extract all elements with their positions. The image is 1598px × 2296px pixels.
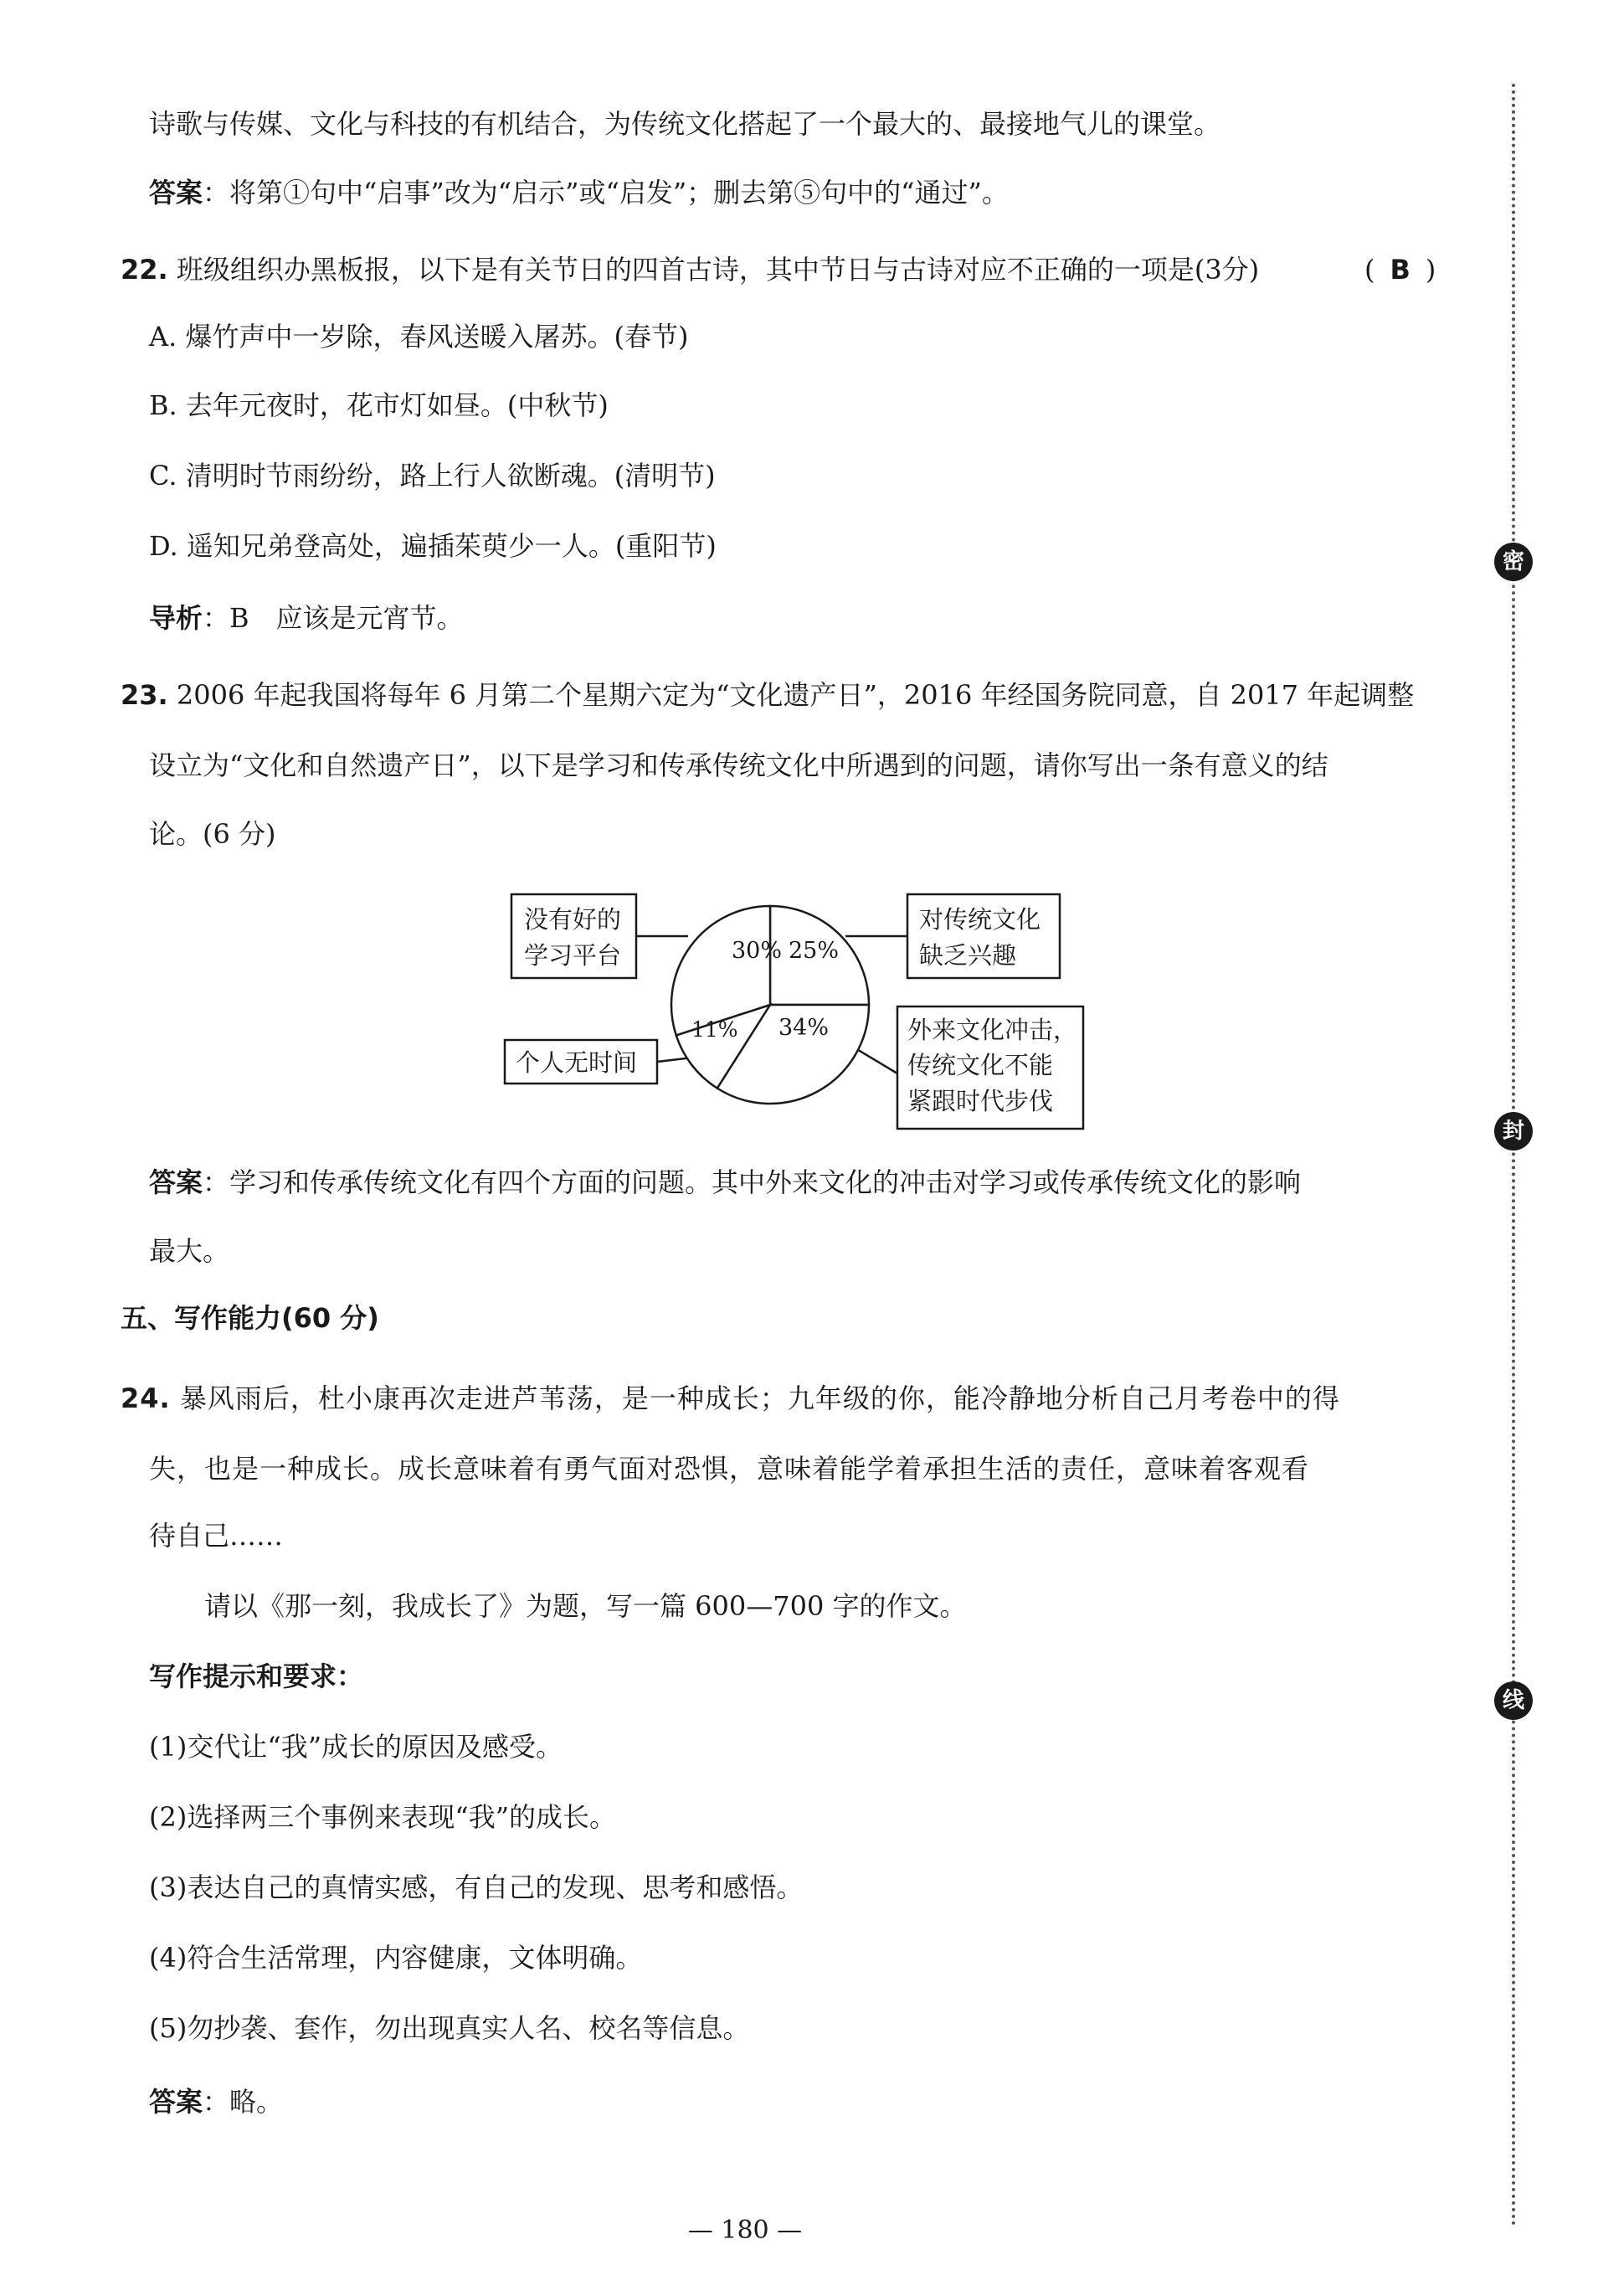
legend-label: 外来文化冲击， [907, 1016, 1078, 1044]
analysis-label: 导析 [149, 602, 203, 634]
legend-label: 传统文化不能 [907, 1051, 1054, 1079]
question-22 [121, 251, 1426, 288]
question-stem-line: 待自己…… [149, 1520, 284, 1552]
option-c: C. 清明时节雨纷纷，路上行人欲断魂。(清明节) [149, 460, 716, 492]
question-stem-line: 2006 年起我国将每年 6 月第二个星期六定为“文化遗产日”，2016 年经国务院同意，自 2017 年起调整 [176, 679, 1415, 711]
option-a: A. 爆竹声中一岁除，春风送暖入屠苏。(春节) [149, 321, 689, 353]
seal-mark-mi: 密 [1494, 543, 1533, 581]
question-24 [121, 1380, 1426, 1417]
legend-label: 缺乏兴趣 [919, 941, 1017, 970]
analysis-line [149, 600, 1455, 636]
option-b: B. 去年元夜时，花市灯如昼。(中秋节) [149, 389, 609, 421]
slice-value-label: 34% [778, 1015, 830, 1041]
legend-label: 没有好的 [524, 905, 622, 934]
answer-text: ：略。 [203, 2086, 284, 2118]
answer-line: 最大。 [149, 1235, 230, 1267]
answer-text: ：学习和传承传统文化有四个方面的问题。其中外来文化的冲击对学习或传承传统文化的影响 [203, 1166, 1302, 1198]
question-stem-line: 失，也是一种成长。成长意味着有勇气面对恐惧，意味着能学着承担生活的责任，意味着客观看 [149, 1453, 1310, 1485]
answer-bracket [1364, 251, 1436, 288]
answer-line [149, 1164, 1455, 1201]
tip-item: (3)表达自己的真情实感，有自己的发现、思考和感悟。 [149, 1871, 804, 1903]
slice-value-label: 11% [691, 1017, 738, 1042]
seal-mark-xian: 线 [1494, 1681, 1533, 1720]
writing-prompt: 请以《那一刻，我成长了》为题，写一篇 600—700 字的作文。 [204, 1590, 967, 1622]
answer-line [149, 2083, 1455, 2120]
question-number: 22. [121, 254, 168, 286]
question-stem: 班级组织办黑板报，以下是有关节日的四首古诗，其中节日与古诗对应不正确的一项是(3分) [176, 254, 1260, 286]
answer-text: ：将第①句中“启事”改为“启示”或“启发”；删去第⑤句中的“通过”。 [203, 177, 1009, 208]
answer-label: 答案 [149, 2086, 203, 2118]
seal-mark-feng: 封 [1494, 1112, 1533, 1151]
tip-item: (4)符合生活常理，内容健康，文体明确。 [149, 1942, 643, 1974]
question-23 [121, 677, 1426, 713]
answer-line [149, 174, 1455, 211]
tips-title: 写作提示和要求： [149, 1660, 364, 1692]
question-number: 23. [121, 679, 168, 711]
tip-item: (5)勿抄袭、套作，勿出现真实人名、校名等信息。 [149, 2012, 750, 2044]
section-title: 五、写作能力(60 分) [121, 1302, 379, 1334]
analysis-text: ：B 应该是元宵节。 [203, 602, 464, 634]
page-number: — 180 — [687, 2216, 803, 2245]
question-stem-line: 论。(6 分) [149, 818, 276, 850]
question-stem-line: 暴风雨后，杜小康再次走进芦苇荡，是一种成长；九年级的你，能冷静地分析自己月考卷中的得 [179, 1382, 1340, 1414]
question-stem-line: 设立为“文化和自然遗产日”，以下是学习和传承传统文化中所遇到的问题，请你写出一条有意义的结 [149, 749, 1328, 781]
question-number: 24. [121, 1382, 171, 1414]
tip-item: (1)交代让“我”成长的原因及感受。 [149, 1731, 563, 1763]
answer-choice: B [1390, 254, 1410, 286]
bracket-close: ) [1425, 254, 1436, 286]
answer-label: 答案 [149, 1166, 203, 1198]
slice-value-label: 30% [732, 938, 783, 964]
binding-dotted-line [1512, 84, 1515, 2227]
bracket-open: ( [1364, 254, 1375, 286]
text-line: 诗歌与传媒、文化与科技的有机结合，为传统文化搭起了一个最大的、最接地气儿的课堂。 [149, 108, 1221, 140]
tip-item: (2)选择两三个事例来表现“我”的成长。 [149, 1801, 617, 1833]
legend-label: 对传统文化 [919, 905, 1041, 934]
legend-label: 紧跟时代步伐 [907, 1087, 1054, 1115]
legend-label: 个人无时间 [516, 1048, 638, 1077]
answer-label: 答案 [149, 177, 203, 208]
option-d: D. 遥知兄弟登高处，遍插茱萸少一人。(重阳节) [149, 530, 717, 562]
slice-value-label: 25% [789, 938, 840, 964]
legend-label: 学习平台 [524, 941, 622, 970]
pie-chart [494, 879, 1097, 1130]
